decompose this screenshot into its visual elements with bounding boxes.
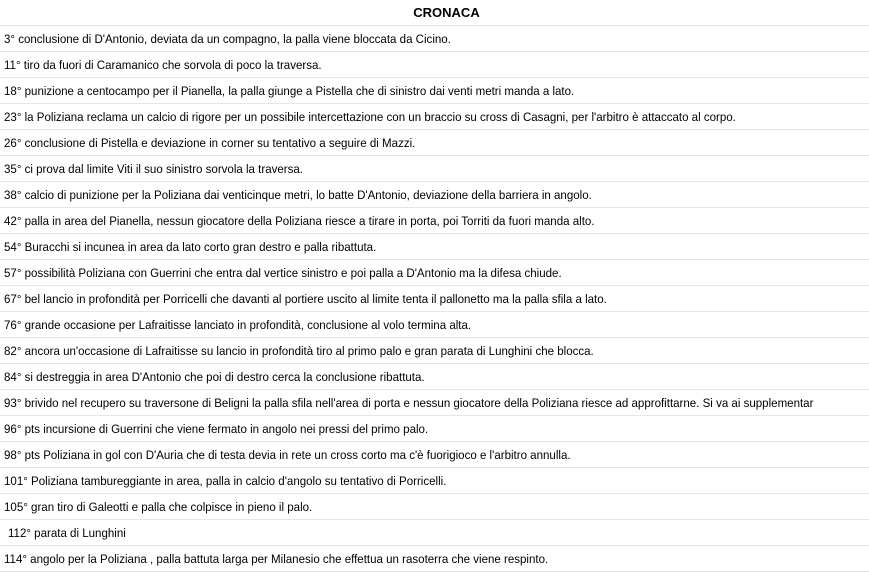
page-title: CRONACA <box>413 5 480 20</box>
title-row <box>0 0 869 26</box>
list-item: 98° pts Poliziana in gol con D'Auria che di testa devia in rete un cross corto ma c'è fuorigioco e l'arbitro annulla. <box>0 442 869 468</box>
list-item: 35° ci prova dal limite Viti il suo sinistro sorvola la traversa. <box>0 156 869 182</box>
list-item: 18° punizione a centocampo per il Pianella, la palla giunge a Pistella che di sinistro dai venti metri manda a lato. <box>0 78 869 104</box>
list-item: 57° possibilità Poliziana con Guerrini che entra dal vertice sinistro e poi palla a D'Antonio ma la difesa chiude. <box>0 260 869 286</box>
list-item: 54° Buracchi si incunea in area da lato corto gran destro e palla ribattuta. <box>0 234 869 260</box>
list-item: 101° Poliziana tambureggiante in area, palla in calcio d'angolo su tentativo di Porricelli. <box>0 468 869 494</box>
list-item: 23° la Poliziana reclama un calcio di rigore per un possibile intercettazione con un braccio su cross di Casagni, per l'arbitro è attaccato al corpo. <box>0 104 869 130</box>
list-item: 105° gran tiro di Galeotti e palla che colpisce in pieno il palo. <box>0 494 869 520</box>
list-item: 3° conclusione di D'Antonio, deviata da un compagno, la palla viene bloccata da Cicino. <box>0 26 869 52</box>
list-item: 112° parata di Lunghini <box>0 520 869 546</box>
list-item: 93° brivido nel recupero su traversone di Beligni la palla sfila nell'area di porta e nessun giocatore della Poliziana riesce ad approfittarne. Si va ai supplementar <box>0 390 869 416</box>
list-item: 26° conclusione di Pistella e deviazione in corner su tentativo a seguire di Mazzi. <box>0 130 869 156</box>
list-item: 114° angolo per la Poliziana , palla battuta larga per Milanesio che effettua un rasoterra che viene respinto. <box>0 546 869 572</box>
list-item: 11° tiro da fuori di Caramanico che sorvola di poco la traversa. <box>0 52 869 78</box>
list-item: 82° ancora un'occasione di Lafraitisse su lancio in profondità tiro al primo palo e gran parata di Lunghini che blocca. <box>0 338 869 364</box>
list-item: 38° calcio di punizione per la Poliziana dai venticinque metri, lo batte D'Antonio, deviazione della barriera in angolo. <box>0 182 869 208</box>
list-item: 84° si destreggia in area D'Antonio che poi di destro cerca la conclusione ribattuta. <box>0 364 869 390</box>
list-item: 42° palla in area del Pianella, nessun giocatore della Poliziana riesce a tirare in porta, poi Torriti da fuori manda alto. <box>0 208 869 234</box>
list-item: 96° pts incursione di Guerrini che viene fermato in angolo nei pressi del primo palo. <box>0 416 869 442</box>
list-item: 67° bel lancio in profondità per Porricelli che davanti al portiere uscito al limite tenta il pallonetto ma la palla sfila a lato. <box>0 286 869 312</box>
list-item: 76° grande occasione per Lafraitisse lanciato in profondità, conclusione al volo termina alta. <box>0 312 869 338</box>
